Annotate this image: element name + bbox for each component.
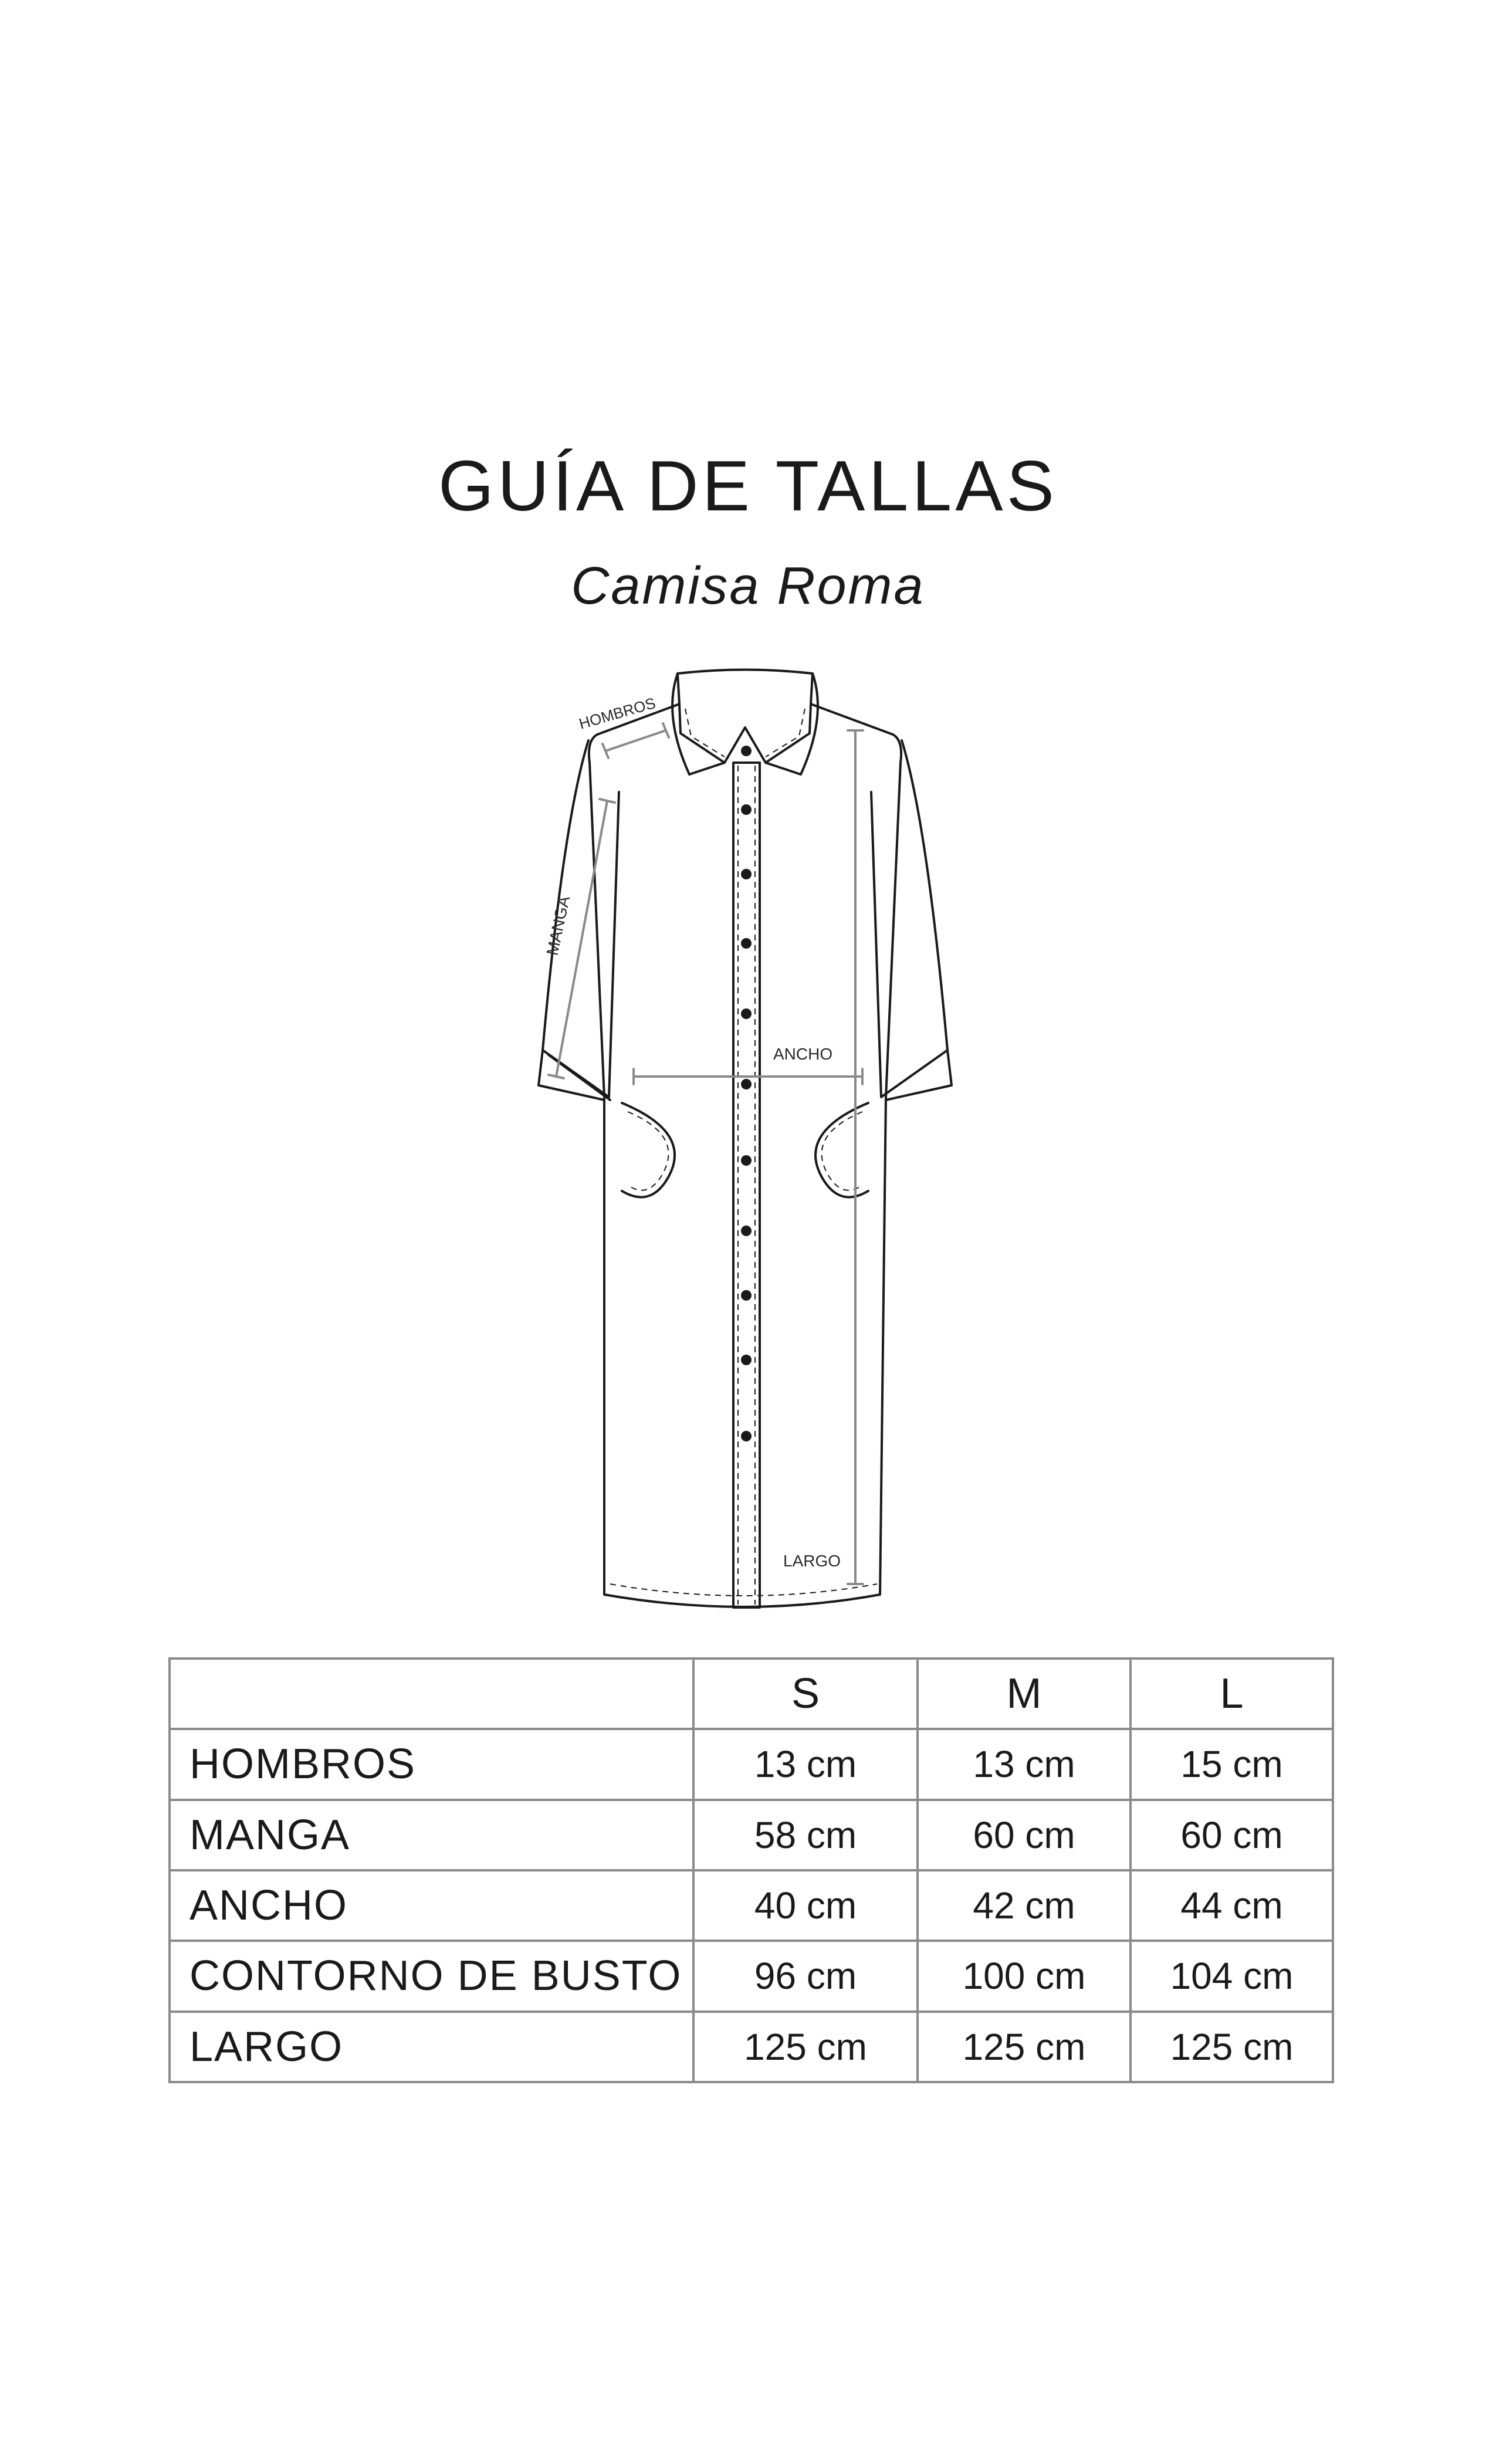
button-dots — [741, 746, 752, 1441]
cell-value: 13 cm — [918, 1729, 1131, 1799]
cell-value: 13 cm — [693, 1729, 918, 1799]
hombros-label: HOMBROS — [577, 693, 658, 733]
cell-value: 125 cm — [918, 2012, 1131, 2082]
table-row — [170, 1729, 1333, 1799]
cell-value: 100 cm — [918, 1941, 1131, 2011]
left-pocket — [622, 1103, 675, 1197]
page-title: GUÍA DE TALLAS — [438, 446, 1058, 526]
cell-value: 42 cm — [918, 1870, 1131, 1941]
size-header-row — [170, 1659, 1333, 1729]
cell-value: 104 cm — [1131, 1941, 1333, 2011]
manga-label: MANGA — [543, 894, 574, 957]
size-l-header: L — [1131, 1659, 1333, 1729]
right-pocket — [815, 1103, 868, 1197]
row-label: LARGO — [170, 2012, 693, 2082]
cell-value: 60 cm — [918, 1800, 1131, 1870]
hombros-measure — [605, 730, 666, 751]
cell-value: 58 cm — [693, 1800, 918, 1870]
cell-value: 125 cm — [1131, 2012, 1333, 2082]
cell-value: 15 cm — [1131, 1729, 1333, 1799]
row-label: ANCHO — [170, 1870, 693, 1941]
size-table — [168, 1657, 1334, 2083]
cell-value: 60 cm — [1131, 1800, 1333, 1870]
ancho-label: ANCHO — [773, 1045, 833, 1063]
row-label: HOMBROS — [170, 1729, 693, 1799]
cell-value: 125 cm — [693, 2012, 918, 2082]
cell-value: 44 cm — [1131, 1870, 1333, 1941]
product-subtitle: Camisa Roma — [571, 557, 925, 615]
shirt-dress-diagram — [516, 657, 974, 1625]
table-row — [170, 1941, 1333, 2011]
row-label: CONTORNO DE BUSTO — [170, 1941, 693, 2011]
size-m-header: M — [918, 1659, 1131, 1729]
largo-label: LARGO — [783, 1552, 841, 1570]
right-sleeve-outline — [871, 740, 947, 1097]
row-label: MANGA — [170, 1800, 693, 1870]
cell-value: 96 cm — [693, 1941, 918, 2011]
table-row — [170, 2012, 1333, 2082]
size-s-header: S — [693, 1659, 918, 1729]
table-row — [170, 1800, 1333, 1870]
header-empty-cell — [170, 1659, 693, 1729]
table-row — [170, 1870, 1333, 1941]
button-placket — [733, 763, 760, 1607]
cell-value: 40 cm — [693, 1870, 918, 1941]
